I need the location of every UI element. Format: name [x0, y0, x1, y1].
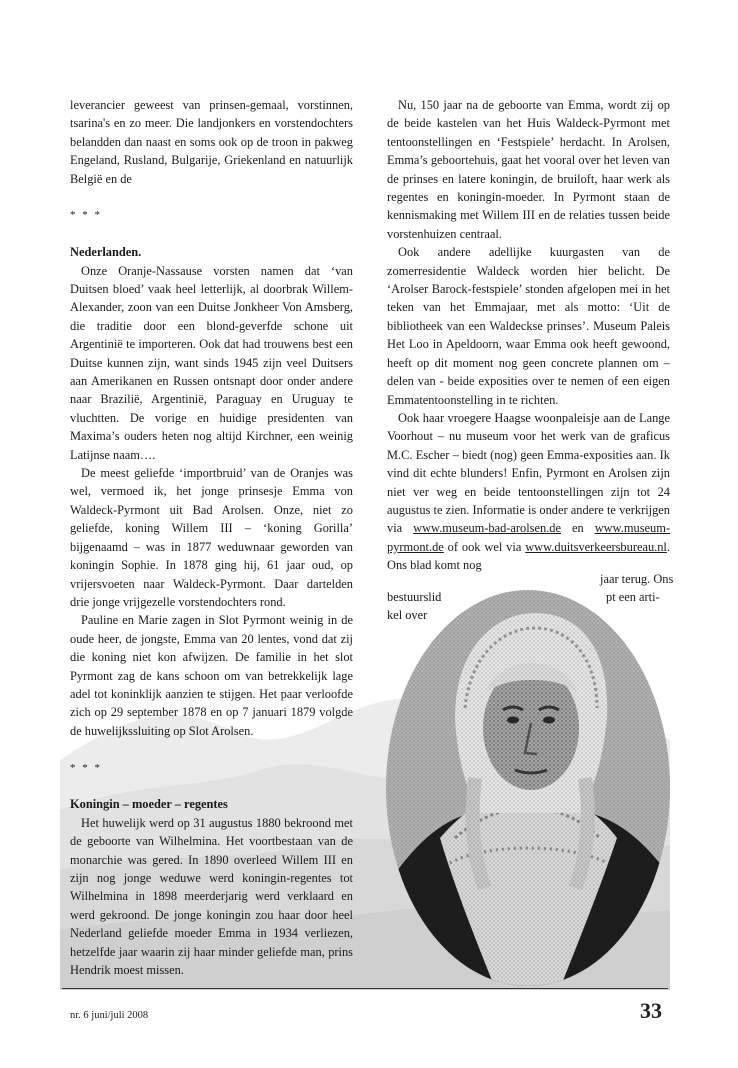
obscured-line-start-3: kel over	[387, 608, 428, 622]
body-paragraph: Pauline en Marie zagen in Slot Pyrmont weinig in de oude heer, de jongste, Emma van 20 lentes, vond dat zij die koning niet kon afwijzen. De familie in het slot Pyrmont zag de kans schoon om van betrekkelijk lage adel tot koninklijk aanzien te stijgen. Het paar verloofde zich op 29 september 1878 en op 7 januari 1879 volgde de huwelijkssluiting op Slot Arolsen.	[70, 613, 353, 738]
body-text: Ook haar vroegere Haagse woonpaleisje aan de Lange Voorhout – nu museum voor het werk van de graficus M.C. Escher – biedt (nog) geen Emma-exposities aan. Ik vind dit echte blunders! Enfin, Pyrmont en Arolsen zijn niet ver weg en beide tentoonstellingen zijn tot 24 augustus te zien. Informatie is onder andere te verkrijgen via	[387, 410, 670, 536]
body-paragraph: Ook andere adellijke kuurgasten van de zomerresidentie Waldeck worden hier belicht. De ‘Arolser Barock-festspiele’ stonden afgelopen mei in het teken van het Emmajaar, met als motto: ‘Uit de bibliotheek van een Waldeckse prinses’. Museum Paleis Het Loo in Apeldoorn, waar Emma ook heeft gewoond, heeft op dit moment nog geen concrete plannen om – delen van - beide exposities over te nemen of een eigen Emmatentoonstelling in te richten.	[387, 245, 670, 407]
body-text: . Ons blad komt nog	[387, 539, 670, 573]
section-separator: * * *	[70, 761, 102, 774]
footer-rule	[62, 988, 668, 989]
obscured-line-tail-2: pt een arti-	[606, 590, 660, 604]
portrait-queen-emma	[385, 588, 671, 988]
intro-paragraph: leverancier geweest van prinsen-gemaal, vorstinnen, tsarina's en zo meer. Die landjonkers en vorstendochters belandden dan naast en soms ook op de troon in pakweg Engeland, Rusland, Bulgarije, Griekenland en natuurlijk België en de	[70, 98, 353, 186]
body-paragraph: Onze Oranje-Nassause vorsten namen dat ‘van Duitsen bloed’ vaak heel letterlijk, al doorbrak Willem-Alexander, zoon van een Duitse Jonkheer Von Amsberg, die traditie door een blond-geverfde schone uit Argentinië te importeren. Ook dat had trouwens best een Duitse kunnen zijn, want sinds 1945 zijn veel Duitsers aan Amerikanen en Russen ontsnapt door onder andere naar Brazilië, Argentinië, Paraguay en Uruguay te vluchtten. De vorige en huidige presidenten van Maxima’s ouders heten nog altijd Kirchner, een weinig Latijnse naam….	[70, 263, 353, 462]
section-heading-koningin: Koningin – moeder – regentes	[70, 797, 228, 812]
issue-label: nr. 6 juni/juli 2008	[70, 1010, 149, 1021]
obscured-line-start-2: bestuurslid	[387, 590, 442, 604]
body-text: en	[561, 521, 595, 536]
page-number: 33	[640, 998, 662, 1023]
left-text-column	[70, 96, 353, 979]
body-paragraph: De meest geliefde ‘importbruid’ van de Oranjes was wel, vermoed ik, het jonge prinsesje Emma von Waldeck-Pyrmont uit Bad Arolsen. Onze, niet zo geliefde, koning Willem III – ‘koning Gorilla’ bijgenaamd – was in 1877 weduwnaar geworden van koningin Sophie. In 1878 ging hij, 61 jaar oud, op vrijersvoeten naar Waldeck-Pyrmont. Daar dartelden drie jonge vrijgezelle vorstendochters rond.	[70, 466, 353, 609]
section-heading-nederlanden: Nederlanden.	[70, 245, 142, 260]
body-text: of ook wel via	[443, 539, 526, 554]
link-museum-pyrmont[interactable]: www.museum-pyrmont.de	[387, 521, 670, 554]
section-separator: * * *	[70, 209, 102, 222]
right-text-column	[387, 96, 670, 575]
obscured-line-tail-1: jaar terug. Ons	[600, 572, 674, 586]
link-duitsverkeersbureau[interactable]: www.duitsverkeersbureau.nl	[525, 539, 667, 554]
body-paragraph	[387, 409, 670, 575]
body-paragraph: Het huwelijk werd op 31 augustus 1880 bekroond met de geboorte van Wilhelmina. Het voortbestaan van de monarchie was gered. In 1890 overleed Willem III en zijn nog jonge weduwe werd koningin-regentes tot Wilhelmina in 1898 meerderjarig werd verklaard en werd gekroond. De jonge koningin zou haar door heel Nederland geliefde moeder Emma in 1934 verliezen, hetzelfde jaar waarin zij haar minder geliefde man, prins Hendrik moest missen.	[70, 815, 353, 977]
link-museum-bad-arolsen[interactable]: www.museum-bad-arolsen.de	[413, 521, 561, 536]
body-paragraph: Nu, 150 jaar na de geboorte van Emma, wordt zij op de beide kastelen van het Huis Waldeck-Pyrmont met tentoonstellingen en ‘Festspiele’ herdacht. In Arolsen, Emma’s geboortehuis, gaat het vooral over het leven van de prinses en latere koningin, de bruiloft, haar werk als regentes en koningin-moeder. In Pyrmont staan de kennismaking met Willem III en de relaties tussen beide vorstenhuizen centraal.	[387, 98, 670, 241]
